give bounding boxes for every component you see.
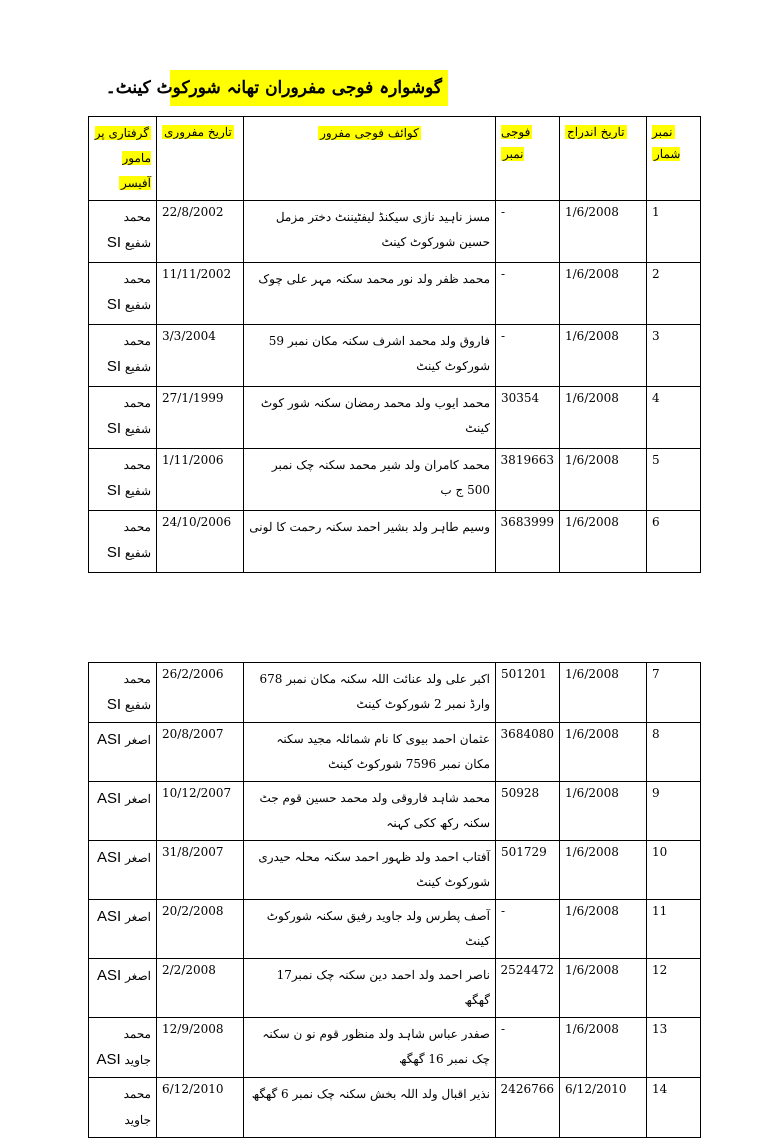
serial-cell: 12	[647, 959, 701, 1018]
officer-cell	[89, 841, 157, 900]
officer-cell	[89, 263, 157, 325]
officer-rank: ASI	[97, 967, 122, 984]
officer-cell	[89, 782, 157, 841]
desertion-date-cell: 26/2/2006	[157, 663, 244, 723]
officer-rank: SI	[106, 544, 122, 561]
details-cell: محمد شاہد فاروقی ولد محمد حسین قوم جٹ سکنہ رکھ ککی کہنہ	[244, 782, 496, 841]
details-cell: اکبر علی ولد عنائت اللہ سکنہ مکان نمبر 678 وارڈ نمبر 2 شورکوٹ کینٹ	[244, 663, 496, 723]
desertion-date-cell: 12/9/2008	[157, 1018, 244, 1078]
officer-rank: ASI	[97, 790, 122, 807]
serial-cell: 7	[647, 663, 701, 723]
register-table-page1	[88, 116, 701, 573]
entry-date-cell: 1/6/2008	[560, 723, 647, 782]
header-army-no-label: فوجی نمبر	[501, 125, 531, 161]
details-cell: مسز ناہید نازی سیکنڈ لیفٹیننٹ دختر مزمل حسین شورکوٹ کینٹ	[244, 201, 496, 263]
header-army-no	[496, 117, 560, 201]
serial-cell: 2	[647, 263, 701, 325]
header-desertion-date	[157, 117, 244, 201]
details-cell: فاروق ولد محمد اشرف سکنہ مکان نمبر 59 شورکوٹ کینٹ	[244, 325, 496, 387]
details-cell: محمد کامران ولد شیر محمد سکنہ چک نمبر 500 ج ب	[244, 449, 496, 511]
desertion-date-cell: 10/12/2007	[157, 782, 244, 841]
header-details	[244, 117, 496, 201]
officer-rank: SI	[106, 296, 122, 313]
officer-rank: ASI	[97, 731, 122, 748]
desertion-date-cell: 1/11/2006	[157, 449, 244, 511]
officer-cell	[89, 201, 157, 263]
details-cell: آصف پطرس ولد جاوید رفیق سکنہ شورکوٹ کینٹ	[244, 900, 496, 959]
officer-name: محمد شفیع	[123, 672, 151, 712]
officer-name: اصغر	[125, 733, 151, 747]
entry-date-cell: 1/6/2008	[560, 263, 647, 325]
desertion-date-cell: 27/1/1999	[157, 387, 244, 449]
officer-cell	[89, 449, 157, 511]
army-no-cell: -	[496, 1018, 560, 1078]
details-cell: عثمان احمد بیوی کا نام شمائلہ مجید سکنہ مکان نمبر 7596 شورکوٹ کینٹ	[244, 723, 496, 782]
officer-name: محمد شفیع	[123, 334, 151, 374]
officer-rank: ASI	[96, 1051, 121, 1068]
serial-cell: 9	[647, 782, 701, 841]
serial-cell: 14	[647, 1078, 701, 1138]
serial-cell: 11	[647, 900, 701, 959]
army-no-cell: 2426766	[496, 1078, 560, 1138]
officer-cell	[89, 511, 157, 573]
table-row	[89, 841, 701, 900]
table-row	[89, 782, 701, 841]
officer-cell	[89, 387, 157, 449]
header-officer	[89, 117, 157, 201]
officer-cell	[89, 663, 157, 723]
entry-date-cell: 1/6/2008	[560, 449, 647, 511]
army-no-cell: 30354	[496, 387, 560, 449]
table-row	[89, 959, 701, 1018]
officer-cell	[89, 1018, 157, 1078]
army-no-cell: 3683999	[496, 511, 560, 573]
entry-date-cell: 1/6/2008	[560, 387, 647, 449]
officer-name: اصغر	[125, 792, 151, 806]
desertion-date-cell: 2/2/2008	[157, 959, 244, 1018]
officer-rank: ASI	[97, 849, 122, 866]
table-row	[89, 900, 701, 959]
officer-rank: SI	[106, 234, 122, 251]
officer-name: محمد جاوید	[123, 1027, 151, 1067]
desertion-date-cell: 6/12/2010	[157, 1078, 244, 1138]
entry-date-cell: 6/12/2010	[560, 1078, 647, 1138]
details-cell: محمد ظفر ولد نور محمد سکنہ مہر علی چوک	[244, 263, 496, 325]
table-row	[89, 1018, 701, 1078]
desertion-date-cell: 22/8/2002	[157, 201, 244, 263]
table-row	[89, 201, 701, 263]
register-table-page2	[88, 662, 701, 1138]
officer-cell	[89, 723, 157, 782]
header-serial	[647, 117, 701, 201]
details-cell: آفتاب احمد ولد ظہور احمد سکنہ محلہ حیدری شورکوٹ کینٹ	[244, 841, 496, 900]
details-cell: صفدر عباس شاہد ولد منظور قوم نو ن سکنہ چک نمبر 16 گھگھ	[244, 1018, 496, 1078]
entry-date-cell: 1/6/2008	[560, 959, 647, 1018]
details-cell: نذیر اقبال ولد اللہ بخش سکنہ چک نمبر 6 گھگھ	[244, 1078, 496, 1138]
entry-date-cell: 1/6/2008	[560, 511, 647, 573]
serial-cell: 1	[647, 201, 701, 263]
officer-name: اصغر	[125, 851, 151, 865]
army-no-cell: 3819663	[496, 449, 560, 511]
army-no-cell: 50928	[496, 782, 560, 841]
army-no-cell: -	[496, 201, 560, 263]
details-cell: وسیم طاہر ولد بشیر احمد سکنہ رحمت کا لونی	[244, 511, 496, 573]
officer-name: محمد شفیع	[123, 520, 151, 560]
officer-name: محمد شفیع	[123, 210, 151, 250]
army-no-cell: -	[496, 900, 560, 959]
army-no-cell: 3684080	[496, 723, 560, 782]
table-row	[89, 1078, 701, 1138]
officer-rank: SI	[106, 482, 122, 499]
entry-date-cell: 1/6/2008	[560, 841, 647, 900]
officer-cell	[89, 900, 157, 959]
officer-name: محمد جاوید	[123, 1087, 151, 1127]
details-cell: محمد ایوب ولد محمد رمضان سکنہ شور کوٹ کینٹ	[244, 387, 496, 449]
serial-cell: 4	[647, 387, 701, 449]
header-entry-date-label: تاریخ اندراج	[567, 125, 625, 139]
serial-cell: 6	[647, 511, 701, 573]
header-desertion-date-label: تاریخ مفروری	[164, 125, 232, 139]
serial-cell: 8	[647, 723, 701, 782]
entry-date-cell: 1/6/2008	[560, 201, 647, 263]
serial-cell: 10	[647, 841, 701, 900]
desertion-date-cell: 31/8/2007	[157, 841, 244, 900]
army-no-cell: -	[496, 263, 560, 325]
table-row	[89, 387, 701, 449]
officer-name: اصغر	[125, 910, 151, 924]
table-row	[89, 511, 701, 573]
officer-cell	[89, 959, 157, 1018]
table-header-row	[89, 117, 701, 201]
entry-date-cell: 1/6/2008	[560, 663, 647, 723]
header-details-label: کوائف فوجی مفرور	[320, 126, 419, 140]
header-serial-label: نمبر شمار	[652, 125, 681, 161]
entry-date-cell: 1/6/2008	[560, 325, 647, 387]
serial-cell: 3	[647, 325, 701, 387]
table-row	[89, 325, 701, 387]
page-title: گوشوارہ فوجی مفروران تھانہ شورکوٹ کینٹ۔	[170, 70, 448, 106]
table-row	[89, 449, 701, 511]
desertion-date-cell: 24/10/2006	[157, 511, 244, 573]
table-row	[89, 263, 701, 325]
officer-rank: SI	[106, 420, 122, 437]
desertion-date-cell: 3/3/2004	[157, 325, 244, 387]
header-entry-date	[560, 117, 647, 201]
officer-rank: ASI	[97, 908, 122, 925]
serial-cell: 5	[647, 449, 701, 511]
entry-date-cell: 1/6/2008	[560, 1018, 647, 1078]
table-row	[89, 723, 701, 782]
desertion-date-cell: 20/2/2008	[157, 900, 244, 959]
army-no-cell: 501201	[496, 663, 560, 723]
officer-rank: SI	[106, 358, 122, 375]
entry-date-cell: 1/6/2008	[560, 900, 647, 959]
army-no-cell: 501729	[496, 841, 560, 900]
army-no-cell: -	[496, 325, 560, 387]
table-row	[89, 663, 701, 723]
details-cell: ناصر احمد ولد احمد دین سکنہ چک نمبر17 گھگھ	[244, 959, 496, 1018]
army-no-cell: 2524472	[496, 959, 560, 1018]
officer-name: محمد شفیع	[123, 458, 151, 498]
desertion-date-cell: 20/8/2007	[157, 723, 244, 782]
serial-cell: 13	[647, 1018, 701, 1078]
officer-name: اصغر	[125, 969, 151, 983]
officer-rank: SI	[106, 696, 122, 713]
officer-name: محمد شفیع	[123, 396, 151, 436]
officer-cell	[89, 1078, 157, 1138]
desertion-date-cell: 11/11/2002	[157, 263, 244, 325]
entry-date-cell: 1/6/2008	[560, 782, 647, 841]
officer-name: محمد شفیع	[123, 272, 151, 312]
header-officer-label: گرفتاری پر مامور آفیسر	[94, 126, 151, 190]
officer-cell	[89, 325, 157, 387]
